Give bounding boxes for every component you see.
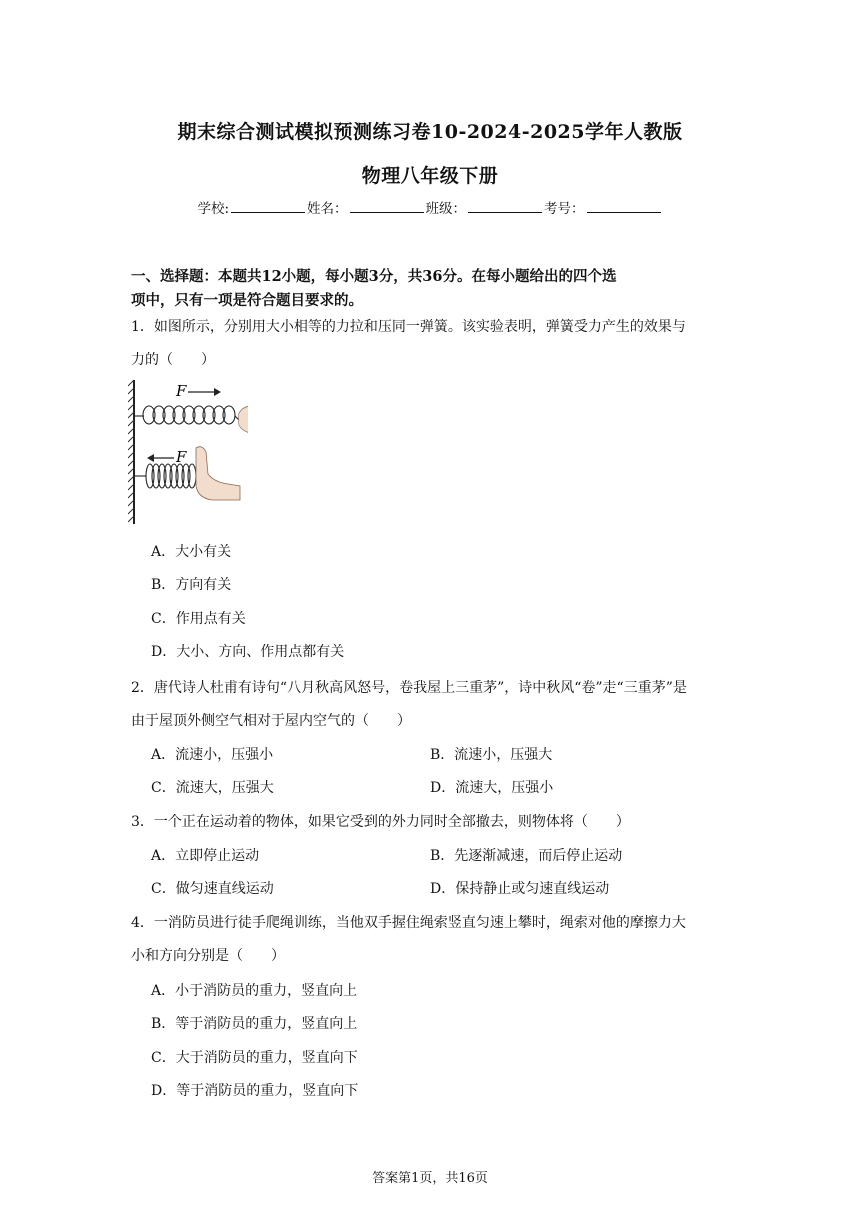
title-line-1: 期末综合测试模拟预测练习卷10-2024-2025学年人教版 [177, 121, 683, 143]
pushing-hand-icon [196, 447, 240, 500]
q4-option-b[interactable]: B．等于消防员的重力，竖直向上 [151, 1016, 358, 1032]
q4-stem-line-2: 小和方向分别是（ ） [131, 948, 285, 964]
q2-stem-line-1: 2．唐代诗人杜甫有诗句“八月秋高风怒号，卷我屋上三重茅”，诗中秋风“卷”走“三重茅”是 [131, 680, 687, 696]
compressed-spring [134, 464, 196, 488]
q3-option-a[interactable]: A．立即停止运动 [151, 848, 260, 864]
q4-stem-line-1: 4．一消防员进行徒手爬绳训练，当他双手握住绳索竖直匀速上攀时，绳索对他的摩擦力大 [131, 915, 686, 931]
school-blank[interactable] [231, 200, 305, 213]
q4-option-c[interactable]: C．大于消防员的重力，竖直向下 [151, 1050, 358, 1066]
q1-force-label-top: F [176, 382, 187, 400]
stretched-spring [134, 406, 241, 424]
school-label: 学校: [197, 201, 230, 217]
title-line-2: 物理八年级下册 [361, 165, 499, 187]
section-heading-line-2: 项中，只有一项是符合题目要求的。 [131, 292, 363, 309]
q2-option-b[interactable]: B．流速小，压强大 [430, 747, 553, 763]
number-blank[interactable] [587, 200, 661, 213]
q1-force-label-bottom: F [176, 448, 187, 466]
class-blank[interactable] [468, 200, 542, 213]
q1-option-a[interactable]: A．大小有关 [151, 544, 232, 560]
number-label: 考号： [544, 201, 585, 217]
student-info-line [0, 197, 860, 217]
q3-option-b[interactable]: B．先逐渐减速，而后停止运动 [430, 848, 623, 864]
q1-spring-figure [128, 378, 248, 526]
q2-stem-line-2: 由于屋顶外侧空气相对于屋内空气的（ ） [131, 713, 411, 729]
pulling-hand-icon [239, 406, 248, 434]
q2-option-d[interactable]: D．流速大，压强小 [430, 780, 554, 796]
q3-stem-line-1: 3．一个正在运动着的物体，如果它受到的外力同时全部撤去，则物体将（ ） [131, 814, 630, 830]
section-heading-line-1: 一、选择题：本题共12小题，每小题3分，共36分。在每小题给出的四个选 [131, 268, 617, 285]
page-footer: 答案第1页，共16页 [372, 1171, 488, 1186]
q1-option-d[interactable]: D．大小、方向、作用点都有关 [151, 644, 345, 660]
name-label: 姓名： [307, 201, 348, 217]
class-label: 班级： [425, 201, 467, 217]
q1-option-c[interactable]: C．作用点有关 [151, 611, 246, 627]
q3-option-c[interactable]: C．做匀速直线运动 [151, 881, 274, 897]
q1-stem-line-1: 1．如图所示，分别用大小相等的力拉和压同一弹簧。该实验表明，弹簧受力产生的效果与 [131, 319, 686, 335]
q1-option-b[interactable]: B．方向有关 [151, 577, 232, 593]
q4-option-a[interactable]: A．小于消防员的重力，竖直向上 [151, 983, 358, 999]
q2-option-a[interactable]: A．流速小，压强小 [151, 747, 274, 763]
q4-option-d[interactable]: D．等于消防员的重力，竖直向下 [151, 1083, 359, 1099]
q1-stem-line-2: 力的（ ） [131, 352, 215, 368]
q2-option-c[interactable]: C．流速大，压强大 [151, 780, 274, 796]
name-blank[interactable] [350, 200, 424, 213]
q3-option-d[interactable]: D．保持静止或匀速直线运动 [430, 881, 610, 897]
